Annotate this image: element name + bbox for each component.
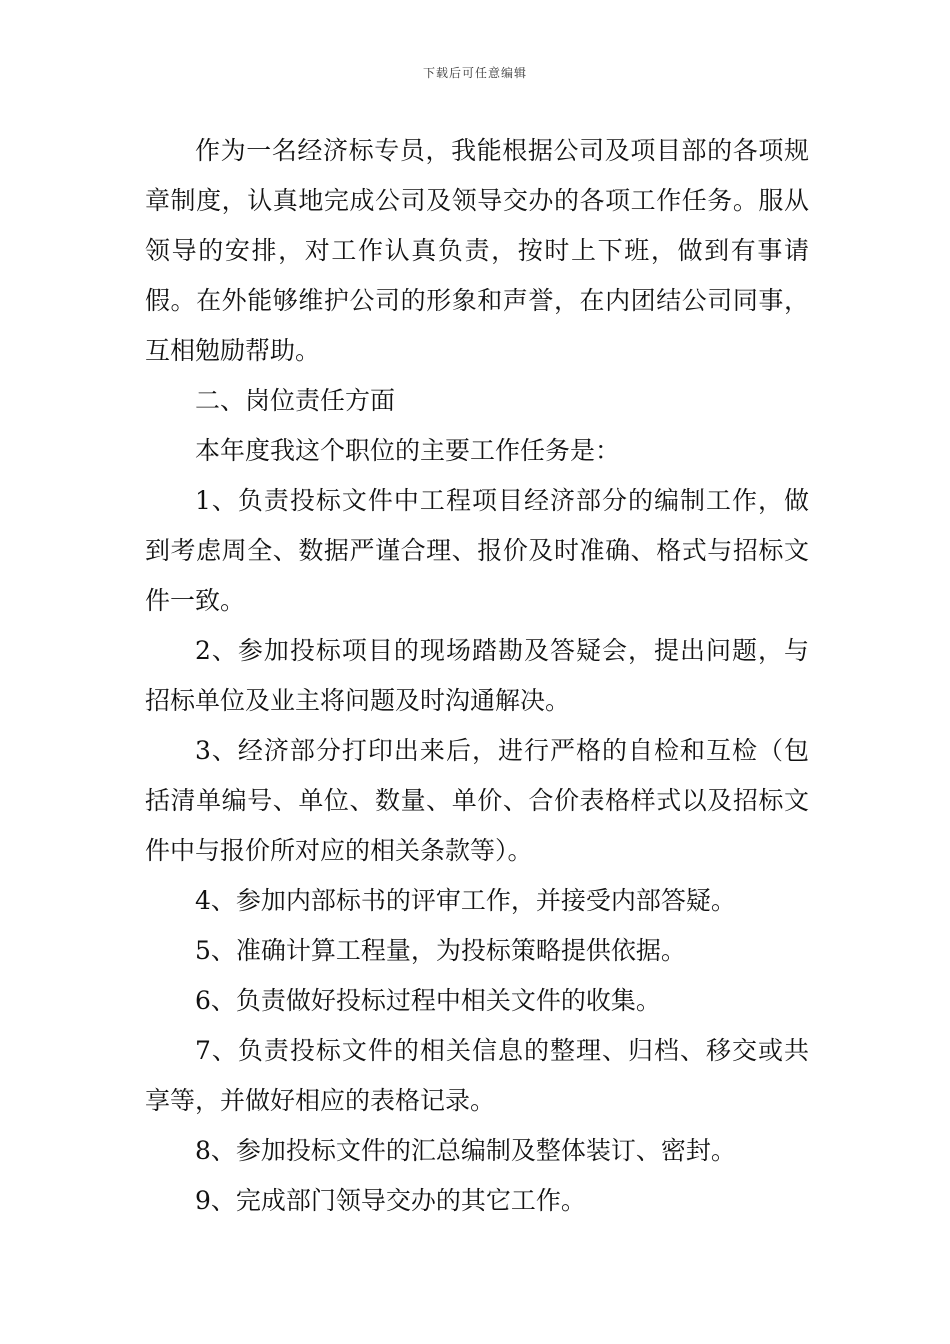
paragraph-main-tasks: 本年度我这个职位的主要工作任务是： [195, 436, 621, 465]
header-note: 下载后可任意编辑 [422, 66, 527, 80]
document-body [145, 126, 809, 1226]
list-item-2: 2、参加投标项目的现场踏勘及答疑会，提出问题，与招标单位及业主将问题及时沟通解决。 [145, 636, 809, 715]
paragraph-intro: 作为一名经济标专员，我能根据公司及项目部的各项规章制度，认真地完成公司及领导交办的各项工作任务。服从领导的安排，对工作认真负责，按时上下班，做到有事请假。在外能够维护公司的形象和声誉，在内团结公司同事，互相勉励帮助。 [145, 136, 809, 365]
list-item-6: 6、负责做好投标过程中相关文件的收集。 [195, 986, 661, 1015]
list-item-5: 5、准确计算工程量，为投标策略提供依据。 [195, 936, 686, 965]
list-item-8: 8、参加投标文件的汇总编制及整体装订、密封。 [195, 1136, 736, 1165]
list-item-3: 3、经济部分打印出来后，进行严格的自检和互检（包括清单编号、单位、数量、单价、合价表格样式以及招标文件中与报价所对应的相关条款等）。 [145, 736, 809, 865]
section-heading-job-duties: 二、岗位责任方面 [195, 386, 396, 415]
list-item-4: 4、参加内部标书的评审工作，并接受内部答疑。 [195, 886, 736, 915]
list-item-9: 9、完成部门领导交办的其它工作。 [195, 1186, 586, 1215]
list-item-1: 1、负责投标文件中工程项目经济部分的编制工作，做到考虑周全、数据严谨合理、报价及时准确、格式与招标文件一致。 [145, 486, 809, 615]
list-item-7: 7、负责投标文件的相关信息的整理、归档、移交或共享等，并做好相应的表格记录。 [145, 1036, 809, 1115]
